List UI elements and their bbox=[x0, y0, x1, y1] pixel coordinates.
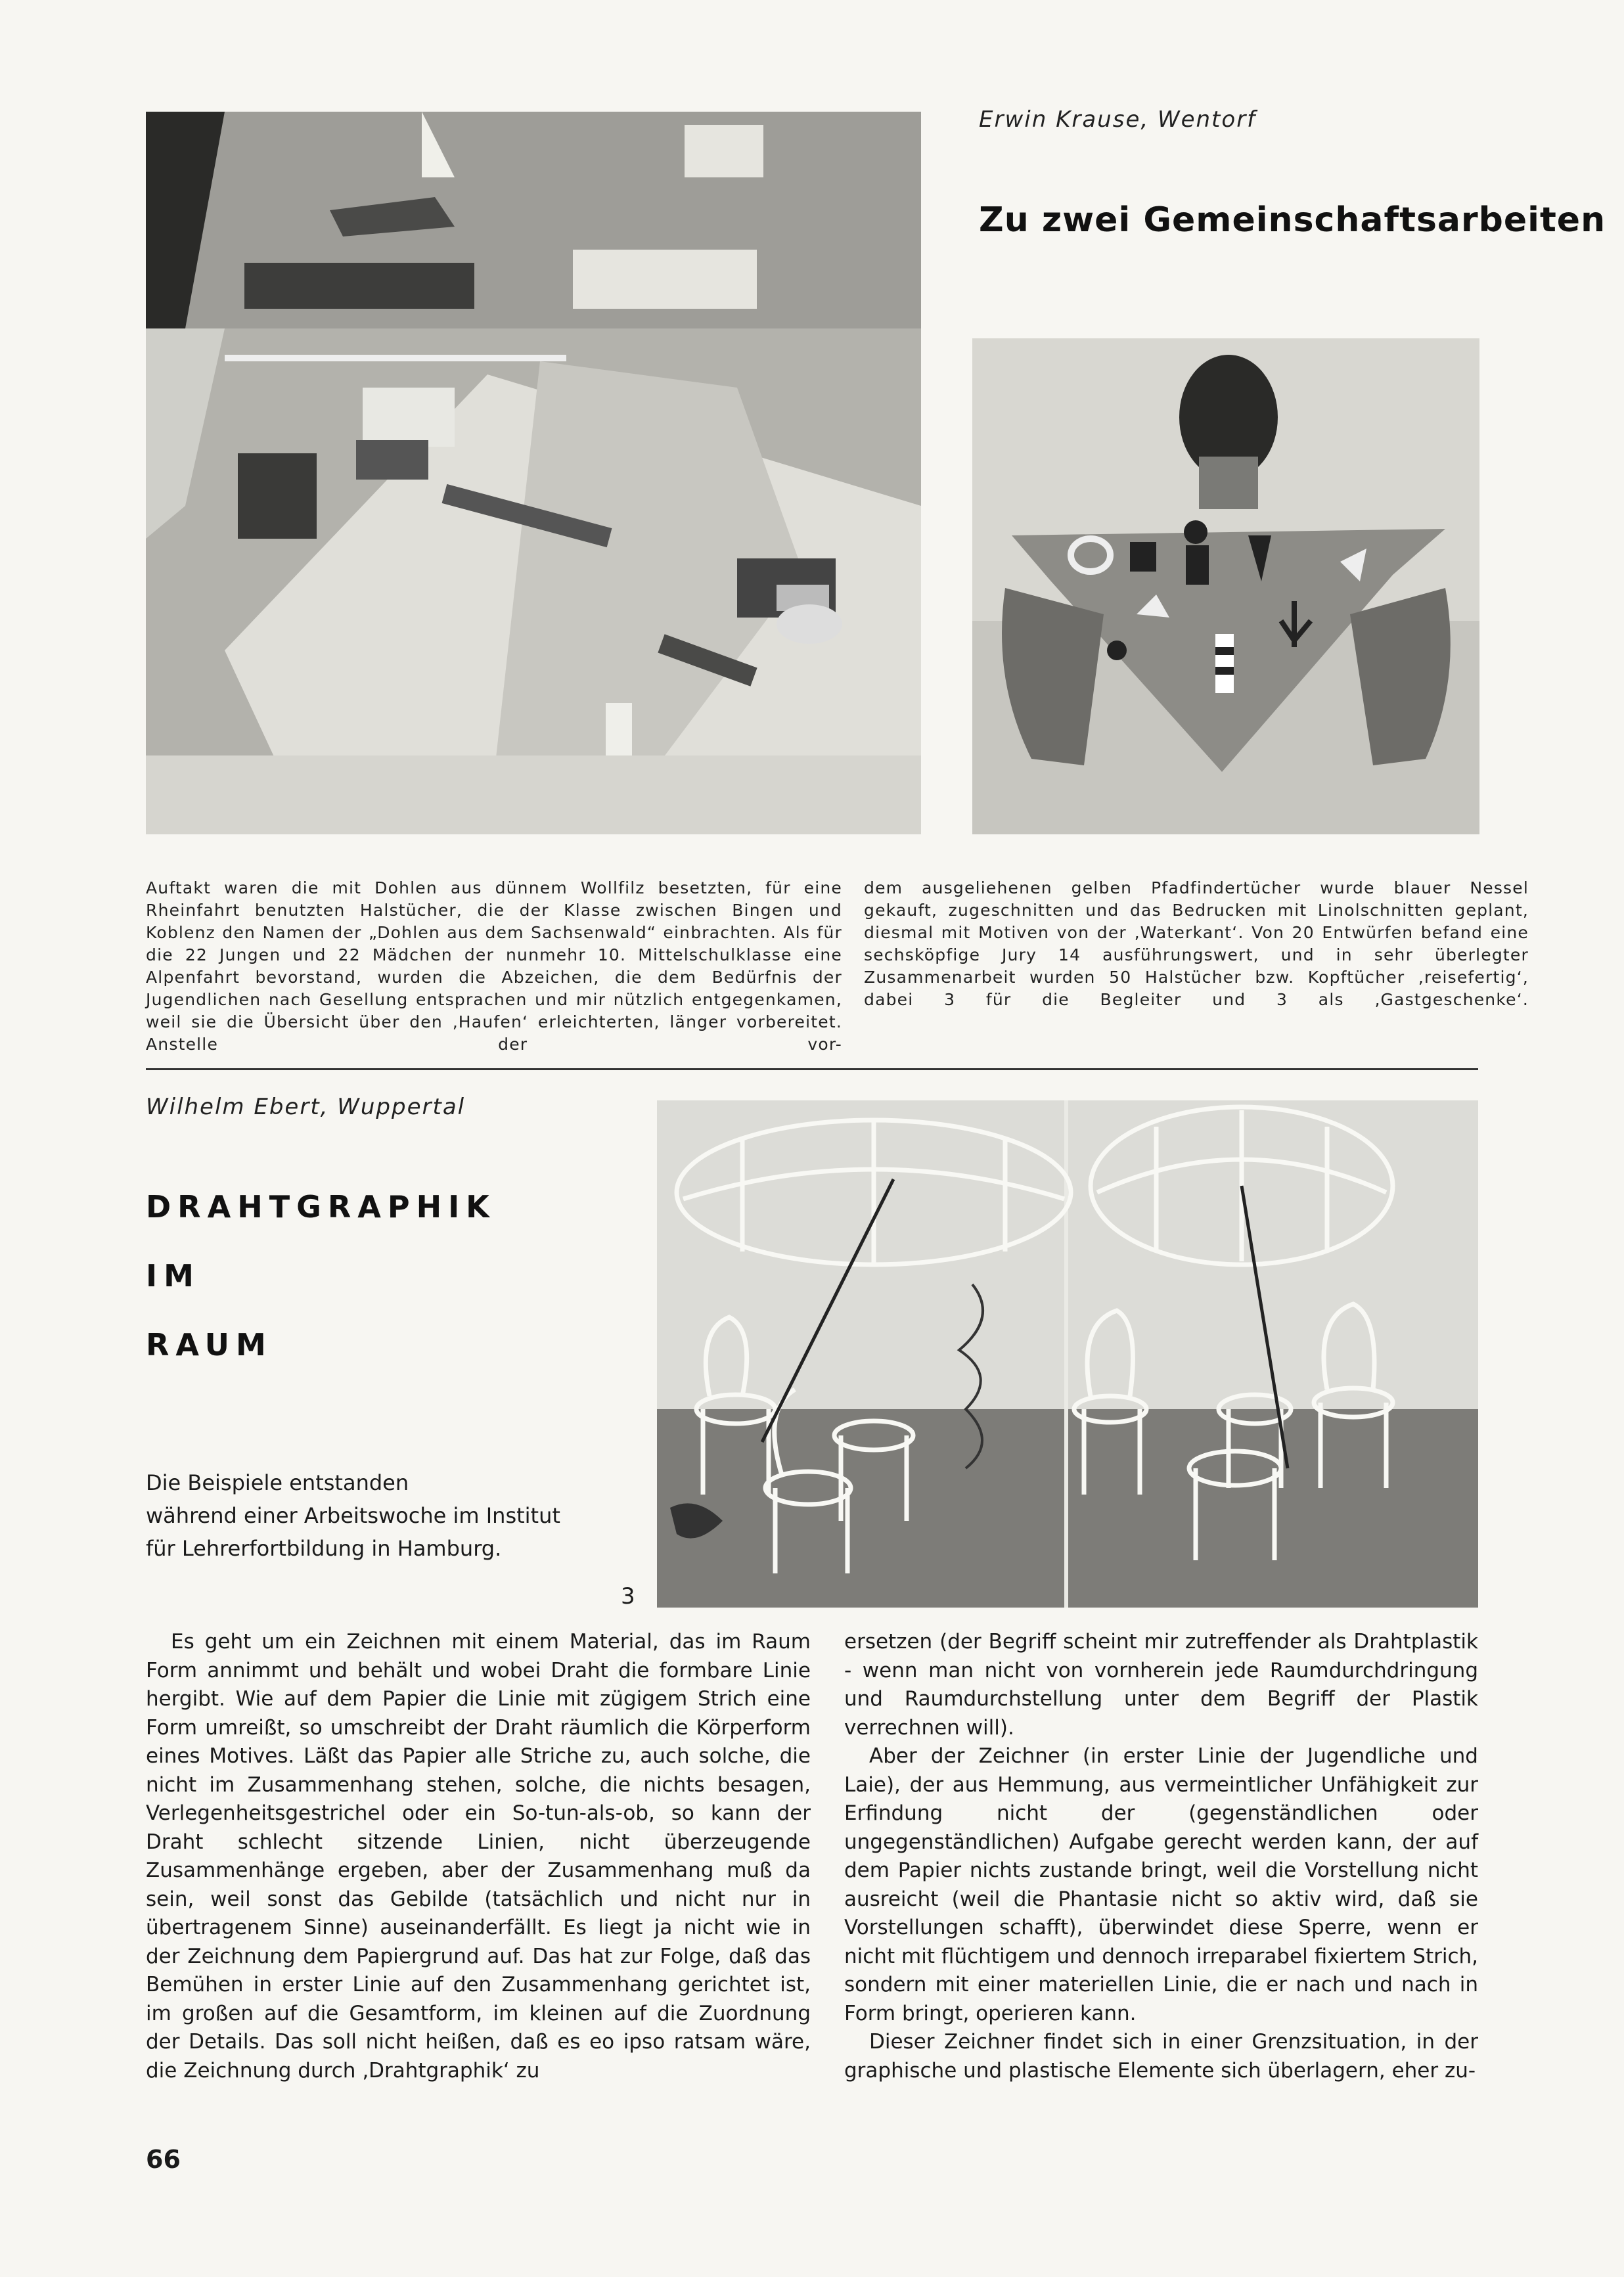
wire-sculpture-photo bbox=[657, 1100, 1478, 1608]
article2-body-right-p3: Dieser Zeichner findet sich in einer Grenzsituation, in der graphische und plastische Elemente sich überlagern, eher zu- bbox=[844, 2030, 1478, 2083]
figure-number: 3 bbox=[621, 1583, 635, 1610]
harbor-model-photo bbox=[146, 112, 921, 834]
article1-caption-left: Auftakt waren die mit Dohlen aus dünnem Wollfilz besetzten, für eine Rheinfahrt benutzten Halstücher, die der Klasse zwischen Bingen und Koblenz den Namen der „Dohlen aus dem Sachsenwald“ einbrachten. Als für die 22 Jungen und 22 Mädchen der nunmehr 10. Mittelschulklasse eine Alpenfahrt bevorstand, wurden die Abzeichen, die dem Bedürfnis der Jugendlichen nach Gesellung entsprachen und mir nützlich entgegenkamen, weil sie die Übersicht über den ‚Haufen‘ erleichterten, länger vorbereitet. Anstelle der vor- bbox=[146, 878, 842, 1054]
article2-body-right-p2: Aber der Zeichner (in erster Linie der Jugendliche und Laie), der aus Hemmung, aus vermeintlicher Unfähigkeit zur Erfindung nicht der (gegenständlichen oder ungegenständlichen) Aufgabe gerecht werden kann, der auf dem Papier nichts zustande bringt, weil die Vorstellung nicht ausreicht (weil die Phantasie nicht so aktiv wird, daß sie Vorstellungen schafft), überwindet diese Sperre, wenn er nicht mit flüchtigem und dennoch irreparabel fixiertem Strich, sondern mit einer materiellen Linie, die er nach und nach in Form bringt, operieren kann. bbox=[844, 1744, 1478, 2025]
article2-title-line2: IM bbox=[146, 1258, 200, 1294]
article2-body-right-p1: ersetzen (der Begriff scheint mir zutreffender als Drahtplastik - wenn man nicht von vornherein jede Raumdurchdringung und Raumdurchstellung unter dem Begriff der Plastik verrechnen will). bbox=[844, 1630, 1478, 1740]
page-number: 66 bbox=[146, 2145, 181, 2174]
section-divider bbox=[146, 1068, 1478, 1070]
article1-title: Zu zwei Gemeinschaftsarbeiten bbox=[979, 200, 1606, 240]
article2-title-line3: RAUM bbox=[146, 1327, 273, 1363]
article2-lead-line1: Die Beispiele entstanden bbox=[146, 1470, 409, 1495]
article2-title-line1: DRAHTGRAPHIK bbox=[146, 1189, 496, 1225]
article1-caption-right: dem ausgeliehenen gelben Pfadfindertücher wurde blauer Nessel gekauft, zugeschnitten und das Bedrucken mit Linolschnitten geplant, diesmal mit Motiven von der ‚Waterkant‘. Von 20 Entwürfen befand eine sechsköpfige Jury 14 ausführungswert, und in sehr überlegter Zusammenarbeit wurden 50 Halstücher bzw. Kopftücher ‚reisefertig‘, dabei 3 für die Begleiter und 3 als ‚Gastgeschenke‘. bbox=[864, 878, 1529, 1009]
scarf-photo bbox=[972, 338, 1479, 834]
article2-body-right bbox=[844, 1628, 1478, 2085]
article2-body-left: Es geht um ein Zeichnen mit einem Material, das im Raum Form annimmt und behält und wobei Draht die formbare Linie hergibt. Wie auf dem Papier die Linie mit zügigem Strich eine Form umreißt, so umschreibt der Draht räumlich die Körperform eines Motives. Läßt das Papier alle Striche zu, auch solche, die nicht im Zusammenhang stehen, solche, die nichts besagen, Verlegenheitsgestrichel oder ein So-tun-als-ob, so kann der Draht schlecht sitzende Linien, nicht überzeugende Zusammenhänge ergeben, aber der Zusammenhang muß da sein, weil sonst das Gebilde (tatsächlich und nicht nur in übertragenem Sinne) auseinanderfällt. Es liegt ja nicht wie in der Zeichnung dem Papiergrund auf. Das hat zur Folge, daß das Bemühen in erster Linie auf den Zusammenhang gerichtet ist, im großen auf die Gesamtform, im kleinen auf die Zuordnung der Details. Das soll nicht heißen, daß es eo ipso ratsam wäre, die Zeichnung durch ‚Drahtgraphik‘ zu bbox=[146, 1630, 811, 2083]
article1-author: Erwin Krause, Wentorf bbox=[979, 106, 1257, 133]
article2-lead-line2: während einer Arbeitswoche im Institut bbox=[146, 1503, 560, 1528]
article2-author: Wilhelm Ebert, Wuppertal bbox=[146, 1094, 466, 1120]
article2-lead-line3: für Lehrerfortbildung in Hamburg. bbox=[146, 1536, 502, 1561]
